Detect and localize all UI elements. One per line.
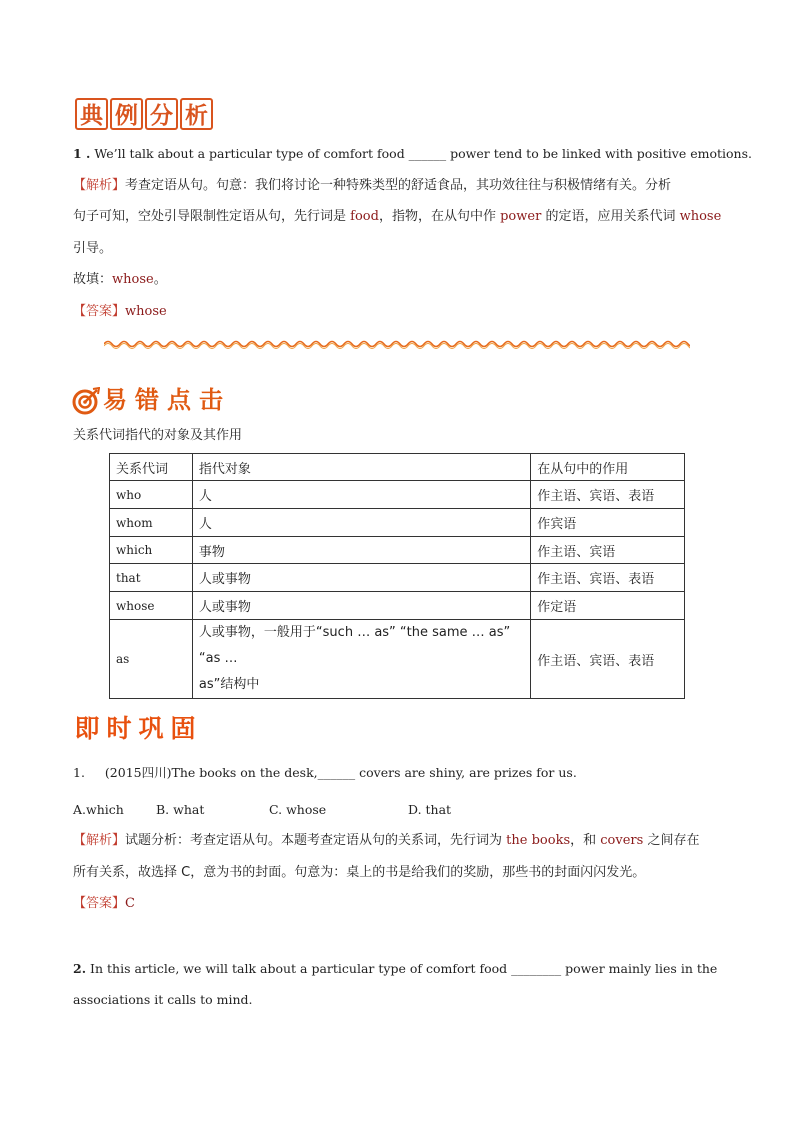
analysis-line-2 — [73, 208, 721, 226]
practice-analysis-line-1 — [73, 832, 699, 850]
banner-char: 时 — [106, 714, 132, 743]
table-cell: 作定语 — [531, 592, 685, 620]
table-row — [110, 537, 685, 564]
banner-char: 分 — [145, 98, 178, 130]
table-cell: whom — [110, 509, 193, 537]
question-text: In this article, we will talk about a particular type of comfort food ________ power mainly lies in the — [90, 961, 718, 976]
keyword-whose: whose — [679, 209, 722, 224]
question-number: 2. — [73, 961, 87, 976]
target-icon — [72, 387, 100, 415]
table-cell: 作主语、宾语、表语 — [531, 564, 685, 592]
table-header-row — [110, 454, 685, 481]
table-row — [110, 592, 685, 620]
question-number: 1. — [73, 765, 85, 780]
fill-value: whose — [112, 272, 154, 287]
table-cell: 人或事物 — [192, 564, 530, 592]
banner-char: 易 — [103, 386, 127, 414]
table-cell — [192, 620, 530, 699]
table-row — [110, 509, 685, 537]
table-cell: 事物 — [192, 537, 530, 564]
banner-char: 析 — [180, 98, 213, 130]
table-header: 指代对象 — [192, 454, 530, 481]
table-cell-line: 人或事物，一般用于“such … as” “the same … as” “as … — [198, 625, 511, 666]
section-banner-practice — [72, 713, 198, 745]
keyword-the-books: the books — [506, 833, 571, 848]
question-number: 1 . — [73, 146, 91, 161]
analysis-text: 的定语，应用关系代词 — [545, 209, 676, 224]
banner-char: 巩 — [138, 714, 164, 743]
table-header: 关系代词 — [110, 454, 193, 481]
practice-analysis-line-2 — [73, 864, 645, 882]
analysis-line-3 — [73, 240, 112, 258]
section-banner-common-errors — [100, 384, 226, 416]
table-cell: 人 — [192, 509, 530, 537]
table-cell: 作主语、宾语 — [531, 537, 685, 564]
fill-line — [73, 271, 167, 289]
banner-char: 典 — [75, 98, 108, 130]
answer-line — [73, 303, 167, 321]
analysis-text: 考查定语从句。句意：我们将讨论一种特殊类型的舒适食品，其功效往往与积极情绪有关。分析 — [125, 178, 672, 193]
keyword-covers: covers — [600, 833, 644, 848]
table-cell: who — [110, 481, 193, 509]
question-text: We’ll talk about a particular type of comfort food ______ power tend to be linked with positive emotions. — [94, 146, 752, 161]
banner-char: 例 — [110, 98, 143, 130]
table-cell: as — [110, 620, 193, 699]
table-cell: whose — [110, 592, 193, 620]
banner-char: 击 — [199, 386, 223, 414]
banner-char: 点 — [167, 386, 191, 414]
table-cell: which — [110, 537, 193, 564]
table-row — [110, 620, 685, 699]
section-banner-examples — [75, 98, 213, 130]
analysis-text: 句子可知，空处引导限制性定语从句，先行词是 — [73, 209, 347, 224]
answer-tag: 【答案】 — [73, 896, 126, 911]
table-cell-line: as”结构中 — [198, 677, 260, 692]
answer-tag: 【答案】 — [73, 304, 126, 319]
analysis-text: ，和 — [570, 833, 597, 848]
answer-value: whose — [125, 304, 167, 319]
analysis-text: ，指物，在从句中作 — [378, 209, 496, 224]
analysis-text: 之间存在 — [647, 833, 700, 848]
keyword-power: power — [500, 209, 542, 224]
table-cell: that — [110, 564, 193, 592]
analysis-tag: 【解析】 — [73, 833, 126, 848]
practice-question-1 — [73, 764, 577, 782]
answer-value: C — [125, 896, 135, 911]
analysis-tag: 【解析】 — [73, 178, 126, 193]
question-source: (2015四川) — [104, 765, 172, 780]
table-cell: 作主语、宾语、表语 — [531, 620, 685, 699]
option-a: A.which — [73, 802, 124, 817]
analysis-text: 所有关系，故选择 C，意为书的封面。句意为：桌上的书是给我们的奖励，那些书的封面闪闪发光。 — [73, 865, 646, 880]
table-cell: 人或事物 — [192, 592, 530, 620]
practice-answer-line — [73, 895, 135, 913]
fill-end: 。 — [153, 272, 167, 287]
table-header: 在从句中的作用 — [531, 454, 685, 481]
banner-char: 即 — [74, 714, 100, 743]
banner-char: 固 — [170, 714, 196, 743]
question-1 — [73, 145, 752, 163]
table-cell: 人 — [192, 481, 530, 509]
table-cell: 作宾语 — [531, 509, 685, 537]
option-c: C. whose — [269, 802, 327, 817]
fill-label: 故填： — [73, 272, 113, 287]
analysis-text: 引导。 — [73, 241, 113, 256]
relative-pronoun-table — [109, 453, 685, 699]
analysis-line-1 — [73, 177, 671, 195]
analysis-text: 试题分析：考查定语从句。本题考查定语从句的关系词，先行词为 — [125, 833, 503, 848]
question-text: The books on the desk,______ covers are shiny, are prizes for us. — [171, 765, 577, 780]
keyword-food: food — [350, 209, 379, 224]
practice-question-2-line-2: associations it calls to mind. — [73, 992, 253, 1007]
table-row — [110, 564, 685, 592]
table-cell: 作主语、宾语、表语 — [531, 481, 685, 509]
option-d: D. that — [408, 802, 452, 817]
table-caption: 关系代词指代的对象及其作用 — [73, 428, 243, 443]
practice-question-2-line-1 — [73, 960, 717, 978]
banner-char: 错 — [135, 386, 159, 414]
wavy-divider — [104, 338, 690, 350]
table-row — [110, 481, 685, 509]
option-b: B. what — [156, 802, 205, 817]
